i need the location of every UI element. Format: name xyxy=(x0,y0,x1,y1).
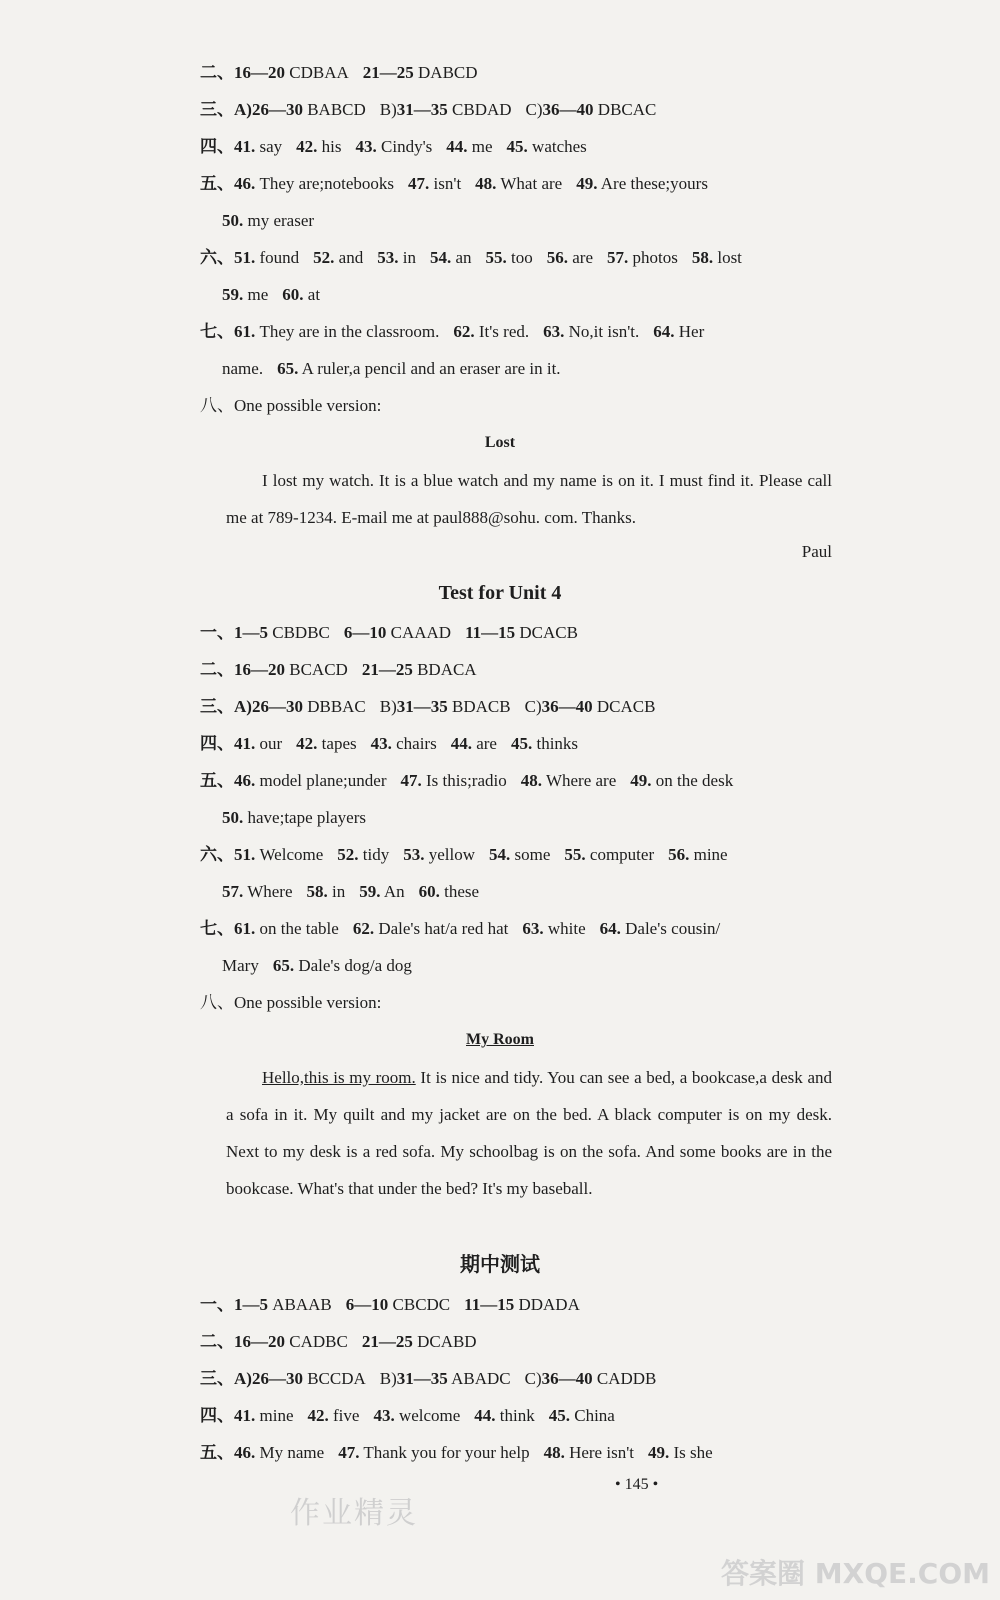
section-title: Test for Unit 4 xyxy=(438,582,562,604)
essay-rest: It is nice and tidy. You can see a bed, a bookcase,a desk and a sofa in it. My quilt and my jacket are on the bed. A black computer is on my desk. Next to my desk is a red sofa. My schoolbag is on the sofa. And some books are in the bookcase. What's that under the bed? It's my baseball. xyxy=(226,1068,832,1198)
essay-title: Lost xyxy=(484,434,516,451)
answer-line: 二、16—20 BCACD 21—25 BDACA xyxy=(200,660,477,679)
answer-line: 六、51. found 52. and 53. in 54. an 55. too 56. are 57. photos 58. lost xyxy=(200,248,742,267)
answer-line: 三、A)26—30 DBBAC B)31—35 BDACB C)36—40 DCACB xyxy=(200,697,656,716)
answer-line: Mary 65. Dale's dog/a dog xyxy=(222,956,412,975)
answer-line: 五、46. model plane;under 47. Is this;radio 48. Where are 49. on the desk xyxy=(200,771,734,790)
answer-line: 五、46. They are;notebooks 47. isn't 48. What are 49. Are these;yours xyxy=(200,174,708,193)
essay-first-sentence: Hello,this is my room. xyxy=(262,1068,416,1087)
section-title: 期中测试 xyxy=(460,1254,540,1276)
watermark-site: 答案圈 MXQE.COM xyxy=(721,1557,990,1590)
answer-line: 四、41. say 42. his 43. Cindy's 44. me 45. watches xyxy=(200,137,587,156)
essay-paragraph: I lost my watch. It is a blue watch and my name is on it. I must find it. Please call me at 789-1234. E-mail me at paul888@sohu. com. Thanks. xyxy=(226,471,832,527)
essay-title: My Room xyxy=(466,1031,534,1048)
answer-line: name. 65. A ruler,a pencil and an eraser are in it. xyxy=(222,359,561,378)
answer-line: 四、41. mine 42. five 43. welcome 44. think 45. China xyxy=(200,1406,615,1425)
answer-line: 一、1—5 ABAAB 6—10 CBCDC 11—15 DDADA xyxy=(200,1295,580,1314)
answer-line: 七、61. They are in the classroom. 62. It's red. 63. No,it isn't. 64. Her xyxy=(200,322,705,341)
answer-line: 五、46. My name 47. Thank you for your help 48. Here isn't 49. Is she xyxy=(200,1443,713,1462)
essay-signature: Paul xyxy=(801,542,832,561)
page-number: • 145 • xyxy=(615,1476,659,1493)
answer-line: 50. my eraser xyxy=(222,211,315,230)
answer-line: 三、A)26—30 BABCD B)31—35 CBDAD C)36—40 DBCAC xyxy=(200,100,657,119)
essay-paragraph xyxy=(226,1059,832,1207)
answer-line: 三、A)26—30 BCCDA B)31—35 ABADC C)36—40 CADDB xyxy=(200,1369,657,1388)
answer-line: 二、16—20 CADBC 21—25 DCABD xyxy=(200,1332,477,1351)
answer-line: 59. me 60. at xyxy=(222,285,321,304)
answer-line: 六、51. Welcome 52. tidy 53. yellow 54. some 55. computer 56. mine xyxy=(200,845,728,864)
answer-line: 57. Where 58. in 59. An 60. these xyxy=(222,882,480,901)
answer-line: 一、1—5 CBDBC 6—10 CAAAD 11—15 DCACB xyxy=(200,623,578,642)
answer-line: 四、41. our 42. tapes 43. chairs 44. are 45. thinks xyxy=(200,734,579,753)
watermark: 作业精灵 xyxy=(290,1496,418,1531)
answer-line: 八、One possible version: xyxy=(200,396,382,415)
answer-line: 七、61. on the table 62. Dale's hat/a red hat 63. white 64. Dale's cousin/ xyxy=(200,919,721,938)
answer-line: 八、One possible version: xyxy=(200,993,382,1012)
answer-line: 50. have;tape players xyxy=(222,808,366,827)
answer-line: 二、16—20 CDBAA 21—25 DABCD xyxy=(200,63,478,82)
